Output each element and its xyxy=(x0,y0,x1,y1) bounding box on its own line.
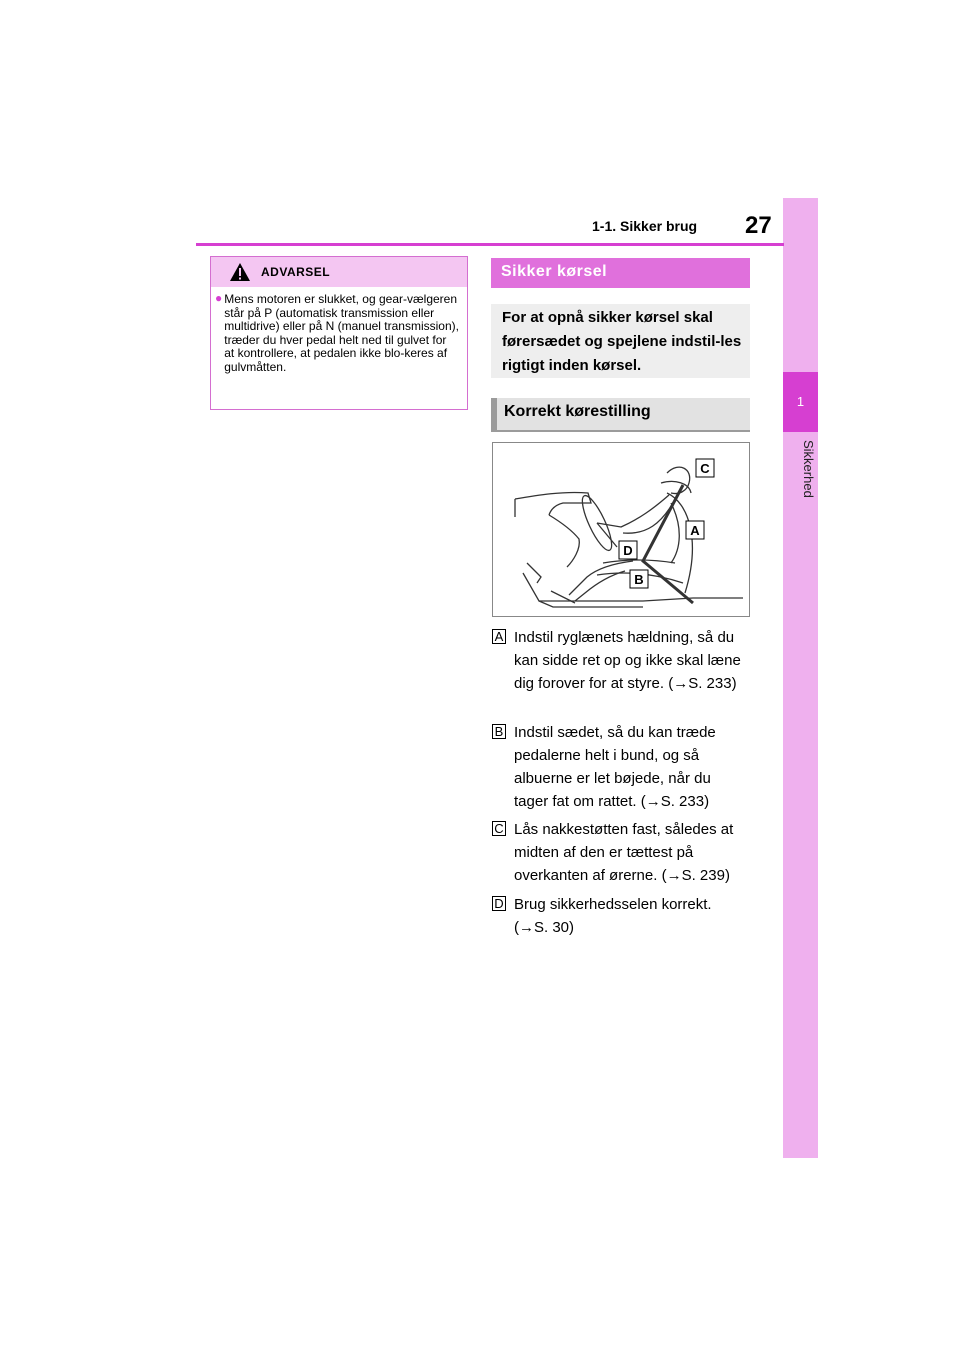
callout-letter: D xyxy=(492,896,506,911)
warning-text: Mens motoren er slukket, og gear-vælgeren står på P (automatisk transmission eller multidrive) eller på N (manuel transmission), træder du hver pedal helt ned til gulvet for at kontrollere, at pedalen ikke blo-keres af gulvmåtten. xyxy=(224,292,459,374)
warning-header xyxy=(211,257,467,287)
subsection-title: Korrekt kørestilling xyxy=(491,398,750,430)
page-number: 27 xyxy=(745,212,772,239)
intro-text: For at opnå sikker kørsel skal førersædet og spejlene indstil-les rigtigt inden kørsel. xyxy=(491,304,750,378)
callout-b xyxy=(492,721,746,813)
section-title: Sikker kørsel xyxy=(491,258,750,288)
figure-label-b: B xyxy=(634,572,644,587)
callout-letter: B xyxy=(492,724,506,739)
chapter-side-tab xyxy=(783,198,818,1158)
warning-box xyxy=(210,256,468,410)
callout-text: Indstil ryglænets hældning, så du kan sidde ret op og ikke skal læne dig forover for at styre. (→S. 233) xyxy=(514,629,741,692)
section-header: 1-1. Sikker brug xyxy=(592,218,698,234)
callout-c xyxy=(492,818,746,887)
callout-a xyxy=(492,626,746,695)
chapter-number: 1 xyxy=(796,394,805,409)
warning-title: ADVARSEL xyxy=(261,265,331,279)
figure-label-d: D xyxy=(623,543,633,558)
callout-letter: A xyxy=(492,629,506,644)
figure-label-c: C xyxy=(700,461,710,476)
header-divider xyxy=(196,243,784,246)
chapter-label: Sikkerhed xyxy=(801,440,816,498)
bullet-icon: ● xyxy=(215,291,223,305)
driver-seat-diagram xyxy=(493,443,750,617)
callout-text: Lås nakkestøtten fast, således at midten af den er tættest på overkanten af ørerne. (→S. 239) xyxy=(514,821,734,884)
callout-text: Indstil sædet, så du kan træde pedalerne helt i bund, og så albuerne er let bøjede, når du tager fat om rattet. (→S. 233) xyxy=(514,724,716,810)
callout-d xyxy=(492,893,746,939)
warning-body xyxy=(211,287,467,374)
callout-letter: C xyxy=(492,821,506,836)
warning-triangle-icon xyxy=(229,262,251,282)
callout-text: Brug sikkerhedsselen korrekt. (→S. 30) xyxy=(514,896,712,936)
figure-label-a: A xyxy=(690,523,700,538)
driving-position-illustration xyxy=(492,442,750,617)
